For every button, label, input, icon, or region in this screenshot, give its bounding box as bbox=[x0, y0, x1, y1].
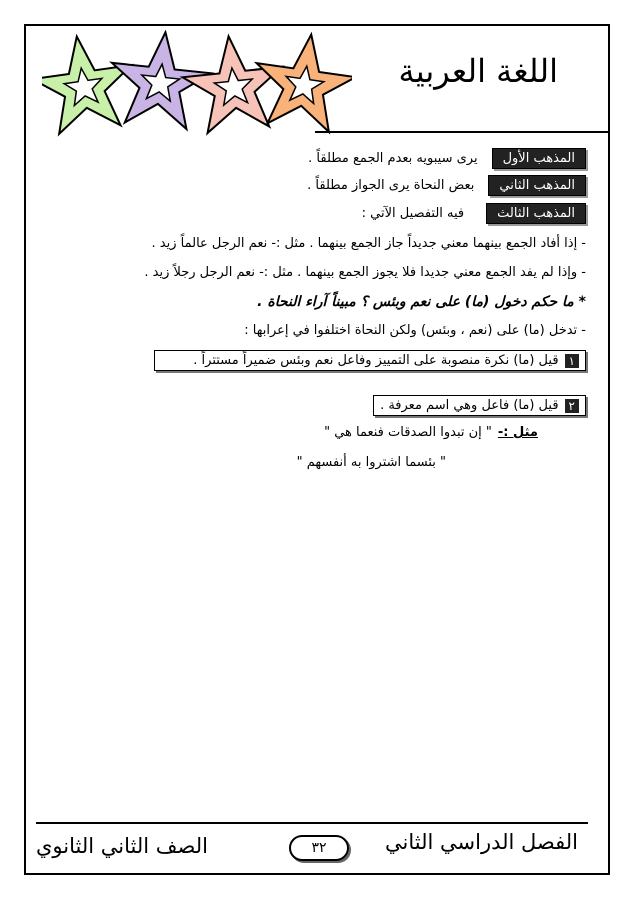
school-3-label: المذهب الثالث bbox=[486, 203, 586, 224]
line-3: - تدخل (ما) على (نعم ، وبئس) ولكن النحاة اختلفوا في إعرابها : bbox=[244, 323, 586, 338]
opinion-2-text: قيل (ما) فاعل وهي اسم معرفة . bbox=[380, 398, 559, 413]
school-2 bbox=[307, 175, 586, 196]
page-title: اللغة العربية bbox=[398, 52, 558, 90]
opinion-1-text: قيل (ما) نكرة منصوبة على التمييز وفاعل نعم وبئس ضميراً مستتراً . bbox=[193, 353, 559, 368]
opinion-2 bbox=[373, 395, 586, 416]
school-2-label: المذهب الثاني bbox=[488, 175, 586, 196]
example-label: مثل :- bbox=[497, 425, 538, 440]
school-1-text: يرى سيبويه بعدم الجمع مطلقاً . bbox=[308, 151, 478, 166]
line-2: - وإذا لم يفد الجمع معني جديدا فلا يجوز الجمع بينهما . مثل :- نعم الرجل رجلاً زيد . bbox=[144, 265, 586, 280]
footer-grade: الصف الثاني الثانوي bbox=[36, 834, 208, 858]
example-1 bbox=[324, 425, 538, 440]
line-1: - إذا أفاد الجمع بينهما معني جديداً جاز الجمع بينهما . مثل :- نعم الرجل عالماً زيد . bbox=[151, 236, 586, 251]
opinion-1-number: ١ bbox=[565, 354, 579, 368]
stars-decoration bbox=[42, 30, 352, 140]
school-3 bbox=[362, 203, 586, 224]
footer-term: الفصل الدراسي الثاني bbox=[385, 830, 578, 854]
opinion-1-box bbox=[154, 350, 586, 371]
school-3-text: فيه التفصيل الآتي : bbox=[361, 206, 465, 221]
footer-rule bbox=[36, 822, 588, 824]
opinion-1 bbox=[154, 350, 586, 371]
school-1-label: المذهب الأول bbox=[492, 148, 586, 169]
school-2-text: بعض النحاة يرى الجواز مطلقاً . bbox=[307, 178, 475, 193]
opinion-2-number: ٢ bbox=[565, 399, 579, 413]
question-line: * ما حكم دخول (ما) على نعم وبئس ؟ مبيناً آراء النحاة . bbox=[257, 294, 586, 310]
example-text-1: " إن تبدوا الصدقات فنعما هي " bbox=[324, 425, 492, 440]
page-number: ٣٢ bbox=[289, 835, 349, 861]
header-rule bbox=[315, 131, 610, 133]
school-1 bbox=[308, 148, 586, 169]
opinion-2-box bbox=[373, 395, 586, 416]
example-2: " بئسما اشتروا به أنفسهم " bbox=[296, 455, 446, 470]
